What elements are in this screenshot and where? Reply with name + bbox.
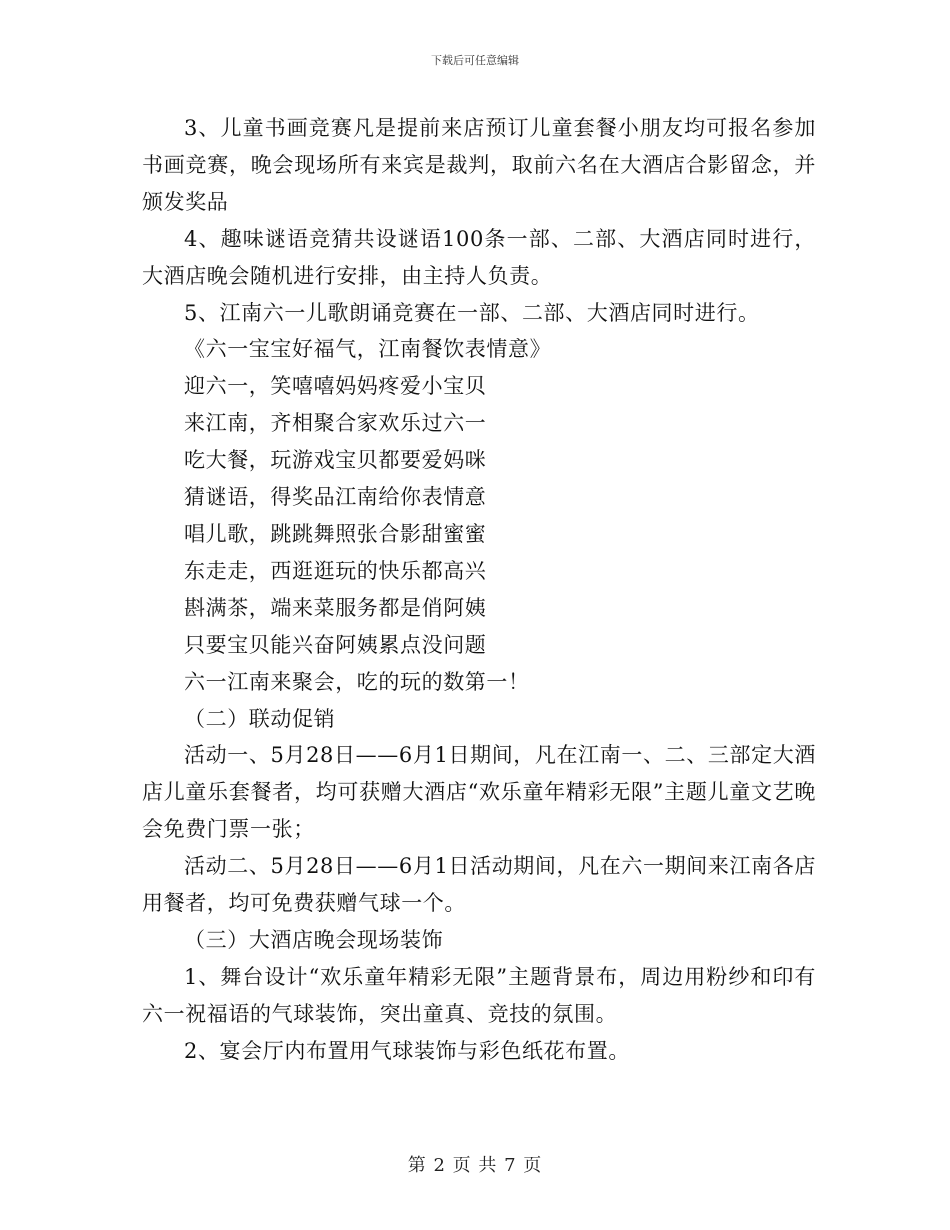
poem-line: 斟满茶，端来菜服务都是俏阿姨 bbox=[184, 595, 487, 620]
poem-line: 来江南，齐相聚合家欢乐过六一 bbox=[184, 411, 487, 436]
poem-line: 迎六一，笑嘻嘻妈妈疼爱小宝贝 bbox=[184, 374, 487, 399]
poem-line: 唱儿歌，跳跳舞照张合影甜蜜蜜 bbox=[184, 521, 487, 546]
paragraph-activity-two: 活动二、5月28日——6月1日活动期间，凡在六一期间来江南各店用餐者，均可免费获赠气球一个。 bbox=[142, 854, 816, 916]
paragraph-activity-one: 活动一、5月28日——6月1日期间，凡在江南一、二、三部定大酒店儿童乐套餐者，均可获赠大酒店“欢乐童年精彩无限”主题儿童文艺晚会免费门票一张； bbox=[142, 743, 816, 842]
poem-line: 猜谜语，得奖品江南给你表情意 bbox=[184, 485, 487, 510]
paragraph-calligraphy-contest: 3、儿童书画竞赛凡是提前来店预订儿童套餐小朋友均可报名参加书画竞赛，晚会现场所有来宾是裁判，取前六名在大酒店合影留念，并颁发奖品 bbox=[142, 116, 816, 214]
page-header: 下载后可任意编辑 bbox=[431, 54, 519, 67]
poem-title: 《六一宝宝好福气，江南餐饮表情意》 bbox=[184, 337, 552, 362]
document-body bbox=[142, 110, 816, 1070]
paragraph-riddle-contest: 4、趣味谜语竞猜共设谜语100条一部、二部、大酒店同时进行，大酒店晚会随机进行安排，由主持人负责。 bbox=[142, 226, 816, 288]
section-heading-venue-decoration: （三）大酒店晚会现场装饰 bbox=[184, 927, 444, 952]
page-number-footer: 第 2 页 共 7 页 bbox=[407, 1155, 543, 1176]
poem-line: 六一江南来聚会，吃的玩的数第一！ bbox=[184, 669, 530, 694]
poem-line: 只要宝贝能兴奋阿姨累点没问题 bbox=[184, 632, 487, 657]
paragraph-nursery-rhyme-contest: 5、江南六一儿歌朗诵竞赛在一部、二部、大酒店同时进行。 bbox=[184, 300, 760, 325]
poem-line: 东走走，西逛逛玩的快乐都高兴 bbox=[184, 558, 487, 583]
section-heading-joint-promotion: （二）联动促销 bbox=[184, 706, 336, 731]
poem-line: 吃大餐，玩游戏宝贝都要爱妈咪 bbox=[184, 448, 487, 473]
paragraph-stage-design: 1、舞台设计“欢乐童年精彩无限”主题背景布，周边用粉纱和印有六一祝福语的气球装饰，突出童真、竞技的氛围。 bbox=[142, 964, 816, 1026]
paragraph-hall-decoration: 2、宴会厅内布置用气球装饰与彩色纸花布置。 bbox=[184, 1038, 630, 1063]
poem bbox=[142, 331, 816, 700]
